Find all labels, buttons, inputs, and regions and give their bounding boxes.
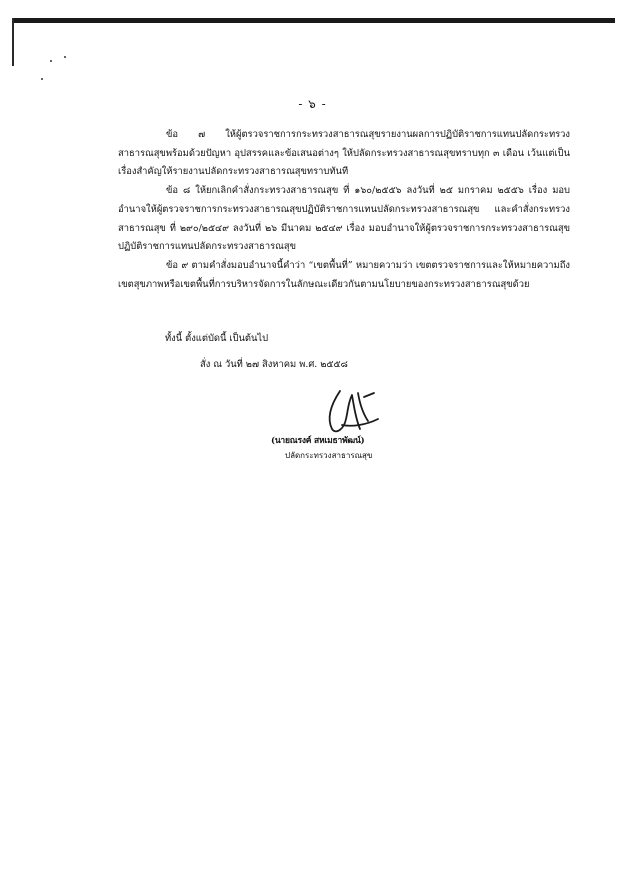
order-date: สั่ง ณ วันที่ ๒๗ สิงหาคม พ.ศ. ๒๕๕๘ — [200, 359, 348, 370]
handwritten-signature — [318, 385, 388, 437]
signer-title: ปลัดกระทรวงสาธารณสุข — [285, 451, 373, 460]
signer-name: (นายณรงค์ สหเมธาพัฒน์) — [271, 436, 365, 446]
paragraph-clause-9: ข้อ ๙ ตามคำสั่งมอบอำนาจนี้คำว่า “เขตพื้นที่” หมายความว่า เขตตรวจราชการและให้หมายความถึงเขตสุขภาพหรือเขตพื้นที่การบริหารจัดการในลักษณะเดียวกันตามนโยบายของกระทรวงสาธารณสุขด้วย — [118, 259, 570, 290]
scan-border-left — [12, 18, 14, 66]
scan-speck — [50, 60, 52, 62]
scan-speck — [41, 78, 43, 80]
paragraph-clause-8: ข้อ ๘ ให้ยกเลิกคำสั่งกระทรวงสาธารณสุข ที่ ๑๖๐/๒๕๕๖ ลงวันที่ ๒๕ มกราคม ๒๕๕๖ เรื่อง มอบอำนาจให้ผู้ตรวจราชการกระทรวงสาธารณสุขปฏิบัติราชการแทนปลัดกระทรวงสาธารณสุข และคำสั่งกระทรวงสาธารณสุข ที่ ๒๙๐/๒๕๔๙ ลงวันที่ ๒๖ มีนาคม ๒๕๔๙ เรื่อง มอบอำนาจให้ผู้ตรวจราชการกระทรวงสาธารณสุขปฏิบัติราชการแทนปลัดกระทรวงสาธารณสุข — [118, 185, 570, 253]
scan-speck — [64, 56, 66, 58]
paragraph-clause-7: ข้อ ๗ ให้ผู้ตรวจราชการกระทรวงสาธารณสุขรายงานผลการปฏิบัติราชการแทนปลัดกระทรวงสาธารณสุขพร้อมด้วยปัญหา อุปสรรคและข้อเสนอต่างๆ ให้ปลัดกระทรวงสาธารณสุขทราบทุก ๓ เดือน เว้นแต่เป็นเรื่องสำคัญให้รายงานปลัดกระทรวงสาธารณสุขทราบทันที — [118, 129, 570, 178]
document-body — [118, 126, 570, 294]
scan-border-top — [12, 18, 615, 23]
effective-statement: ทั้งนี้ ตั้งแต่บัดนี้ เป็นต้นไป — [165, 333, 269, 344]
page-number: - ๖ - — [298, 97, 327, 111]
